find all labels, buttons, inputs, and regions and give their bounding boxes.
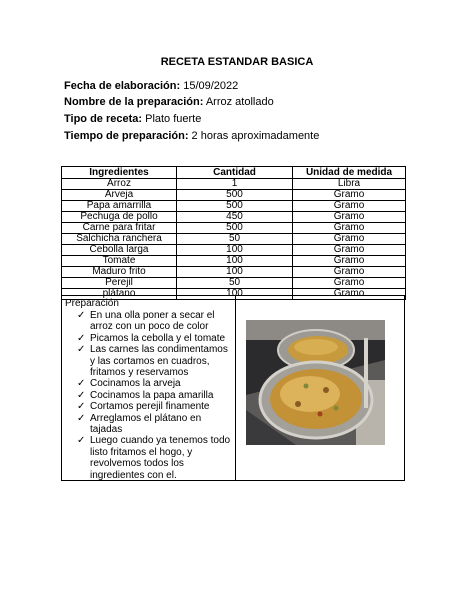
header-cantidad: Cantidad xyxy=(177,167,293,179)
table-row xyxy=(62,212,406,223)
field-fecha xyxy=(64,80,238,92)
table-row xyxy=(62,179,406,190)
step-text: Cocinamos la papa amarilla xyxy=(90,389,214,401)
table-row xyxy=(62,245,406,256)
list-item xyxy=(62,413,234,436)
field-nombre xyxy=(64,96,274,108)
field-label: Nombre de la preparación: xyxy=(64,96,204,108)
cell-unidad: Gramo xyxy=(293,267,406,278)
cell-ingrediente: Perejil xyxy=(62,278,177,289)
header-unidad: Unidad de medida xyxy=(293,167,406,179)
preparation-section xyxy=(61,295,405,481)
list-item xyxy=(62,401,234,412)
cell-cantidad: 500 xyxy=(177,201,293,212)
cell-unidad: Gramo xyxy=(293,190,406,201)
check-icon: ✓ xyxy=(77,412,86,424)
field-value: 15/09/2022 xyxy=(180,80,239,92)
cell-ingrediente: Maduro frito xyxy=(62,267,177,278)
cell-ingrediente: plátano xyxy=(62,289,177,300)
cell-ingrediente: Arveja xyxy=(62,190,177,201)
ingredients-table-body xyxy=(62,179,406,300)
cell-cantidad: 100 xyxy=(177,245,293,256)
cell-unidad: Gramo xyxy=(293,289,406,300)
cell-cantidad: 500 xyxy=(177,190,293,201)
cell-unidad: Gramo xyxy=(293,245,406,256)
field-label: Tipo de receta: xyxy=(64,113,143,125)
step-text: Las carnes las condimentamos y las cortamos en cuadros, fritamos y reservamos xyxy=(90,344,228,379)
cell-ingrediente: Papa amarrilla xyxy=(62,201,177,212)
list-item xyxy=(62,378,234,389)
step-text: Cortamos perejil finamente xyxy=(90,401,210,413)
field-tipo xyxy=(64,113,201,125)
table-row xyxy=(62,201,406,212)
list-item xyxy=(62,310,234,333)
table-row xyxy=(62,256,406,267)
cell-ingrediente: Salchicha ranchera xyxy=(62,234,177,245)
check-icon: ✓ xyxy=(77,344,86,356)
cell-ingrediente: Pechuga de pollo xyxy=(62,212,177,223)
field-value: Plato fuerte xyxy=(142,113,202,125)
cell-cantidad: 50 xyxy=(177,234,293,245)
cell-unidad: Libra xyxy=(293,179,406,190)
dish-photo xyxy=(246,320,385,445)
cell-unidad: Gramo xyxy=(293,278,406,289)
preparation-steps-cell xyxy=(62,296,236,480)
cell-unidad: Gramo xyxy=(293,223,406,234)
step-text: En una olla poner a secar el arroz con un poco de color xyxy=(90,310,215,333)
field-value: 2 horas aproximadamente xyxy=(188,130,320,142)
field-label: Tiempo de preparación: xyxy=(64,130,189,142)
cell-cantidad: 100 xyxy=(177,289,293,300)
field-label: Fecha de elaboración: xyxy=(64,80,181,92)
table-header-row xyxy=(62,167,406,179)
cell-unidad: Gramo xyxy=(293,201,406,212)
cell-unidad: Gramo xyxy=(293,212,406,223)
check-icon: ✓ xyxy=(77,435,86,447)
table-row xyxy=(62,223,406,234)
ingredients-table xyxy=(61,166,406,300)
cell-ingrediente: Arroz xyxy=(62,179,177,190)
dish-photo-illustration xyxy=(246,320,385,445)
list-item xyxy=(62,435,234,481)
cell-cantidad: 50 xyxy=(177,278,293,289)
document-title: RECETA ESTANDAR BASICA xyxy=(160,56,314,68)
check-icon: ✓ xyxy=(77,310,86,321)
table-row xyxy=(62,278,406,289)
cell-unidad: Gramo xyxy=(293,256,406,267)
list-item xyxy=(62,333,234,344)
cell-cantidad: 1 xyxy=(177,179,293,190)
preparation-steps-list xyxy=(62,310,234,481)
cell-ingrediente: Cebolla larga xyxy=(62,245,177,256)
cell-cantidad: 100 xyxy=(177,267,293,278)
field-tiempo xyxy=(64,130,319,142)
list-item xyxy=(62,390,234,401)
preparation-title: Preparación xyxy=(65,298,119,309)
cell-cantidad: 500 xyxy=(177,223,293,234)
list-item xyxy=(62,344,234,378)
table-row xyxy=(62,190,406,201)
cell-cantidad: 100 xyxy=(177,256,293,267)
cell-cantidad: 450 xyxy=(177,212,293,223)
check-icon: ✓ xyxy=(77,378,86,390)
step-text: Picamos la cebolla y el tomate xyxy=(90,332,226,344)
header-ingredientes: Ingredientes xyxy=(62,167,177,179)
field-value: Arroz atollado xyxy=(203,96,274,108)
check-icon: ✓ xyxy=(77,401,86,413)
step-text: Luego cuando ya tenemos todo listo fritamos el hogo, y revolvemos todos los ingredientes con el. xyxy=(90,435,231,481)
check-icon: ✓ xyxy=(77,332,86,344)
table-row xyxy=(62,234,406,245)
step-text: Arreglamos el plátano en tajadas xyxy=(90,412,202,436)
table-row xyxy=(62,267,406,278)
cell-unidad: Gramo xyxy=(293,234,406,245)
cell-ingrediente: Carne para fritar xyxy=(62,223,177,234)
check-icon: ✓ xyxy=(77,389,86,401)
step-text: Cocinamos la arveja xyxy=(90,378,181,390)
cell-ingrediente: Tomate xyxy=(62,256,177,267)
